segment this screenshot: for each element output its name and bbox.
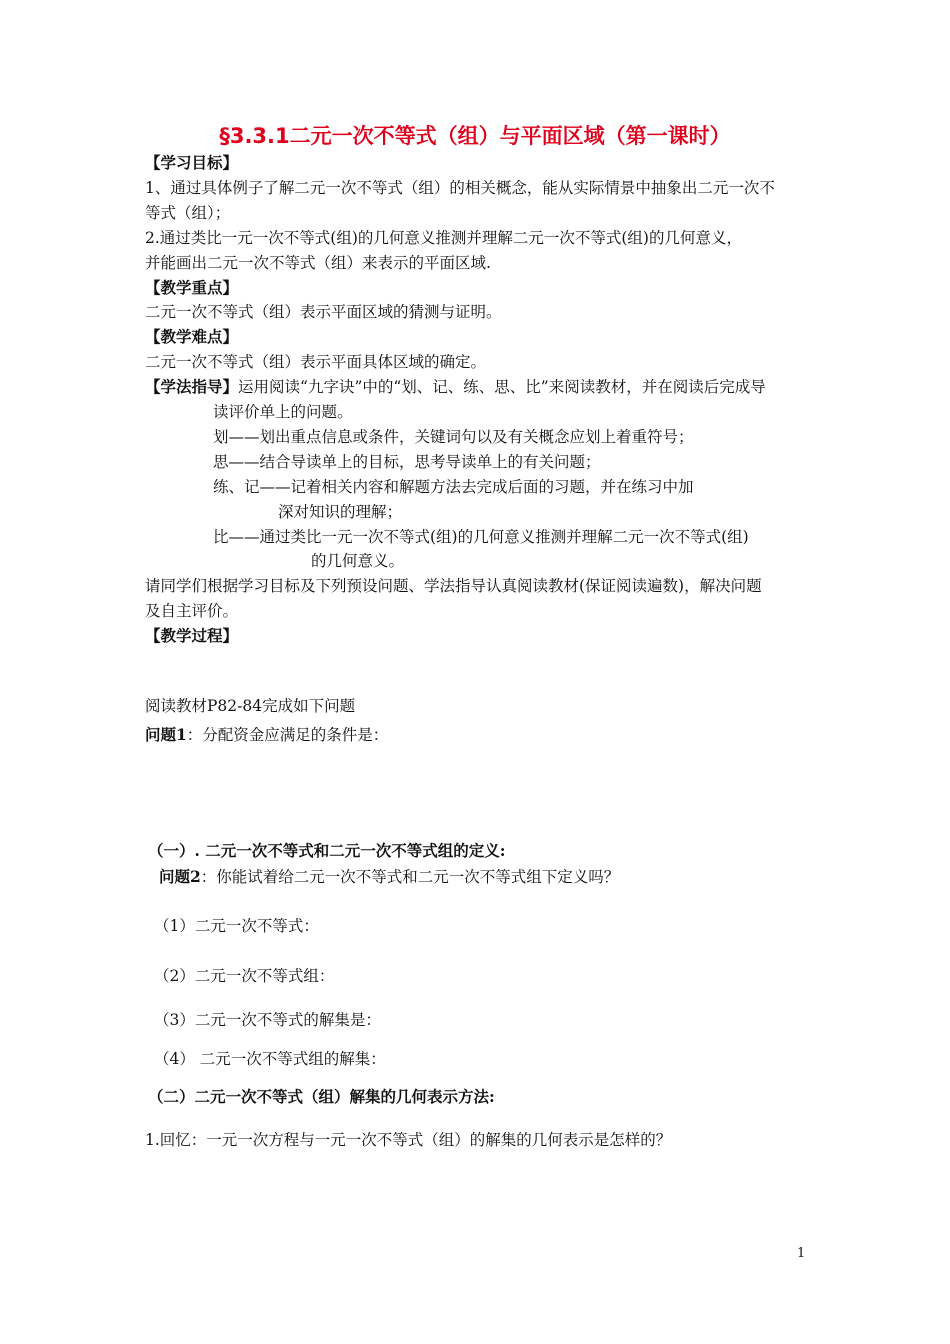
method-line-3: 划——划出重点信息或条件，关键词句以及有关概念应划上着重符号；: [213, 428, 694, 446]
goals-line-1: 1、通过具体例子了解二元一次不等式（组）的相关概念，能从实际情景中抽象出二元一次不: [145, 179, 775, 197]
method-line-5: 练、记——记着相关内容和解题方法去完成后面的习题，并在练习中加: [213, 478, 694, 496]
question-2-text: ：你能试着给二元一次不等式和二元一次不等式组下定义吗？: [200, 868, 620, 886]
method-line-2: 读评价单上的问题。: [213, 403, 353, 421]
method-text-1: 运用阅读“九字诀”中的“划、记、练、思、比”来阅读教材，并在阅读后完成导: [238, 378, 766, 396]
method-line-4: 思——结合导读单上的目标，思考导读单上的有关问题；: [213, 453, 601, 471]
goals-heading: 【学习目标】: [145, 153, 239, 172]
method-line-6: 深对知识的理解；: [278, 503, 403, 521]
item-4: （4） 二元一次不等式组的解集：: [154, 1050, 386, 1068]
difficulty-heading: 【教学难点】: [145, 327, 239, 346]
page-title: §3.3.1二元一次不等式（组）与平面区域（第一课时）: [219, 124, 731, 148]
goals-line-4: 并能画出二元一次不等式（组）来表示的平面区域.: [145, 254, 491, 272]
method-line-9: 请同学们根据学习目标及下列预设问题、学法指导认真阅读教材(保证阅读遍数)，解决问题: [145, 577, 762, 595]
item-2: （2）二元一次不等式组：: [154, 967, 335, 985]
focus-text: 二元一次不等式（组）表示平面区域的猜测与证明。: [145, 303, 502, 321]
section-1-heading: （一）. 二元一次不等式和二元一次不等式组的定义:: [148, 841, 506, 860]
focus-heading: 【教学重点】: [145, 278, 239, 297]
method-line-7: 比——通过类比一元一次不等式(组)的几何意义推测并理解二元一次不等式(组): [213, 528, 749, 546]
recall-question: 1.回忆：一元一次方程与一元一次不等式（组）的解集的几何表示是怎样的？: [145, 1131, 672, 1149]
method-heading: 【学法指导】: [145, 377, 239, 396]
method-line-8: 的几何意义。: [311, 552, 405, 570]
process-heading: 【教学过程】: [145, 626, 239, 645]
page-number: 1: [797, 1246, 806, 1261]
question-1-text: ：分配资金应满足的条件是：: [186, 726, 389, 744]
question-1: [145, 725, 388, 745]
item-1: （1）二元一次不等式：: [154, 917, 319, 935]
item-3: （3）二元一次不等式的解集是：: [154, 1011, 381, 1029]
method-line-1: [145, 377, 766, 397]
question-1-label: 问题1: [145, 725, 187, 744]
goals-line-2: 等式（组）；: [145, 204, 231, 222]
method-line-10: 及自主评价。: [145, 602, 239, 620]
question-2: [159, 867, 619, 887]
section-2-heading: （二）二元一次不等式（组）解集的几何表示方法:: [148, 1087, 495, 1106]
goals-line-3: 2.通过类比一元一次不等式(组)的几何意义推测并理解二元一次不等式(组)的几何意义，: [145, 229, 742, 247]
difficulty-text: 二元一次不等式（组）表示平面具体区域的确定。: [145, 353, 487, 371]
reading-instruction: 阅读教材P82-84完成如下问题: [145, 697, 356, 715]
question-2-label: 问题2: [159, 867, 201, 886]
